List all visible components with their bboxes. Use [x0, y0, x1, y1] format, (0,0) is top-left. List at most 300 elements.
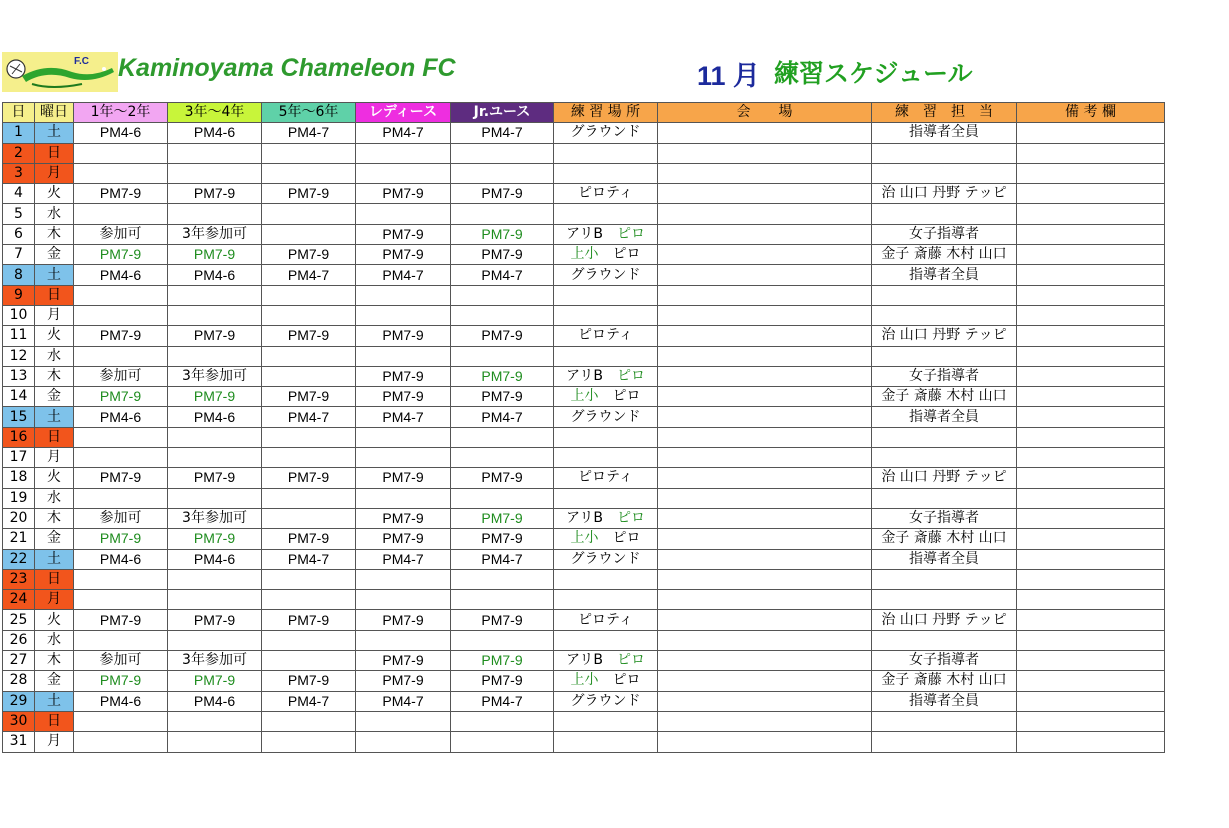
- note-cell: [1017, 305, 1165, 325]
- month-label: 11 月: [697, 61, 761, 91]
- jr-youth-cell: [451, 427, 554, 447]
- grade-1-2-cell: PM7-9: [74, 387, 168, 407]
- venue-cell: [658, 630, 872, 650]
- grade-5-6-cell: PM7-9: [262, 468, 356, 488]
- grade-5-6-cell: [262, 651, 356, 671]
- grade-1-2-cell: PM4-6: [74, 265, 168, 285]
- ladies-cell: PM4-7: [356, 407, 451, 427]
- place-part: 上小: [570, 672, 599, 689]
- place-cell: [554, 427, 658, 447]
- weekday-cell: 木: [35, 366, 74, 386]
- grade-1-2-cell: [74, 711, 168, 731]
- note-cell: [1017, 204, 1165, 224]
- jr-youth-cell: PM7-9: [451, 224, 554, 244]
- weekday-cell: 日: [35, 569, 74, 589]
- staff-cell: 金子 斎藤 木村 山口: [872, 671, 1017, 691]
- place-cell: [554, 204, 658, 224]
- venue-cell: [658, 326, 872, 346]
- jr-youth-cell: PM4-7: [451, 123, 554, 143]
- grade-5-6-cell: [262, 569, 356, 589]
- ladies-cell: [356, 285, 451, 305]
- place-part: ピロ: [617, 368, 646, 384]
- day-cell: 19: [3, 488, 35, 508]
- staff-cell: 指導者全員: [872, 691, 1017, 711]
- place-part: 上小: [570, 530, 599, 547]
- table-row: [3, 691, 1165, 711]
- weekday-cell: 月: [35, 163, 74, 183]
- day-cell: 11: [3, 326, 35, 346]
- staff-cell: 金子 斎藤 木村 山口: [872, 529, 1017, 549]
- grade-1-2-cell: PM7-9: [74, 610, 168, 630]
- grade-5-6-cell: PM4-7: [262, 549, 356, 569]
- grade-3-4-cell: PM4-6: [168, 691, 262, 711]
- place-cell: グラウンド: [554, 407, 658, 427]
- note-cell: [1017, 711, 1165, 731]
- weekday-cell: 水: [35, 346, 74, 366]
- jr-youth-cell: [451, 163, 554, 183]
- table-row: [3, 305, 1165, 325]
- grade-3-4-cell: [168, 427, 262, 447]
- staff-cell: 治 山口 丹野 テッピ: [872, 326, 1017, 346]
- place-cell: [554, 224, 658, 244]
- venue-cell: [658, 123, 872, 143]
- place-cell: ピロティ: [554, 468, 658, 488]
- ladies-cell: PM7-9: [356, 529, 451, 549]
- jr-youth-cell: [451, 346, 554, 366]
- grade-3-4-cell: [168, 163, 262, 183]
- venue-cell: [658, 143, 872, 163]
- schedule-title: 練習スケジュール: [774, 59, 973, 88]
- ladies-cell: [356, 163, 451, 183]
- place-cell: ピロティ: [554, 610, 658, 630]
- grade-1-2-cell: [74, 732, 168, 752]
- jr-youth-cell: [451, 448, 554, 468]
- col-header-grade-3-4: 3年～4年: [168, 103, 262, 123]
- note-cell: [1017, 326, 1165, 346]
- day-cell: 24: [3, 590, 35, 610]
- grade-5-6-cell: [262, 427, 356, 447]
- col-header-jr-youth: Jr.ユース: [451, 103, 554, 123]
- ladies-cell: PM4-7: [356, 265, 451, 285]
- note-cell: [1017, 468, 1165, 488]
- grade-3-4-cell: PM7-9: [168, 529, 262, 549]
- col-header-ladies: レディース: [356, 103, 451, 123]
- note-cell: [1017, 508, 1165, 528]
- grade-3-4-cell: 3年参加可: [168, 224, 262, 244]
- ladies-cell: PM7-9: [356, 468, 451, 488]
- note-cell: [1017, 651, 1165, 671]
- grade-5-6-cell: [262, 448, 356, 468]
- table-row: [3, 427, 1165, 447]
- ladies-cell: [356, 427, 451, 447]
- grade-5-6-cell: PM7-9: [262, 326, 356, 346]
- jr-youth-cell: PM7-9: [451, 651, 554, 671]
- weekday-cell: 木: [35, 651, 74, 671]
- place-cell: グラウンド: [554, 123, 658, 143]
- weekday-cell: 日: [35, 711, 74, 731]
- weekday-cell: 金: [35, 387, 74, 407]
- place-cell: [554, 671, 658, 691]
- grade-1-2-cell: [74, 346, 168, 366]
- grade-5-6-cell: PM7-9: [262, 671, 356, 691]
- day-cell: 18: [3, 468, 35, 488]
- table-row: [3, 630, 1165, 650]
- ladies-cell: PM7-9: [356, 245, 451, 265]
- place-cell: [554, 732, 658, 752]
- day-cell: 28: [3, 671, 35, 691]
- venue-cell: [658, 346, 872, 366]
- grade-5-6-cell: PM4-7: [262, 265, 356, 285]
- weekday-cell: 土: [35, 549, 74, 569]
- venue-cell: [658, 204, 872, 224]
- club-logo: [2, 52, 118, 92]
- staff-cell: 指導者全員: [872, 549, 1017, 569]
- grade-3-4-cell: PM4-6: [168, 265, 262, 285]
- ladies-cell: [356, 732, 451, 752]
- ladies-cell: [356, 711, 451, 731]
- staff-cell: 金子 斎藤 木村 山口: [872, 245, 1017, 265]
- table-row: [3, 285, 1165, 305]
- ladies-cell: [356, 305, 451, 325]
- venue-cell: [658, 224, 872, 244]
- note-cell: [1017, 184, 1165, 204]
- staff-cell: 女子指導者: [872, 224, 1017, 244]
- table-row: [3, 123, 1165, 143]
- venue-cell: [658, 407, 872, 427]
- weekday-cell: 月: [35, 590, 74, 610]
- grade-3-4-cell: 3年参加可: [168, 508, 262, 528]
- grade-5-6-cell: [262, 732, 356, 752]
- col-header-grade-5-6: 5年～6年: [262, 103, 356, 123]
- staff-cell: [872, 305, 1017, 325]
- grade-3-4-cell: [168, 711, 262, 731]
- note-cell: [1017, 610, 1165, 630]
- jr-youth-cell: PM4-7: [451, 691, 554, 711]
- grade-3-4-cell: [168, 630, 262, 650]
- grade-1-2-cell: [74, 143, 168, 163]
- grade-1-2-cell: [74, 204, 168, 224]
- place-part: アリB: [565, 225, 604, 242]
- grade-3-4-cell: [168, 569, 262, 589]
- jr-youth-cell: [451, 305, 554, 325]
- grade-1-2-cell: [74, 630, 168, 650]
- grade-5-6-cell: [262, 590, 356, 610]
- day-cell: 5: [3, 204, 35, 224]
- ladies-cell: [356, 569, 451, 589]
- grade-3-4-cell: 3年参加可: [168, 366, 262, 386]
- jr-youth-cell: [451, 569, 554, 589]
- note-cell: [1017, 366, 1165, 386]
- note-cell: [1017, 549, 1165, 569]
- grade-3-4-cell: PM7-9: [168, 468, 262, 488]
- grade-3-4-cell: [168, 488, 262, 508]
- table-row: [3, 549, 1165, 569]
- note-cell: [1017, 427, 1165, 447]
- grade-5-6-cell: PM4-7: [262, 407, 356, 427]
- jr-youth-cell: [451, 630, 554, 650]
- day-cell: 7: [3, 245, 35, 265]
- note-cell: [1017, 143, 1165, 163]
- table-row: [3, 204, 1165, 224]
- grade-1-2-cell: PM4-6: [74, 549, 168, 569]
- grade-3-4-cell: PM4-6: [168, 407, 262, 427]
- note-cell: [1017, 387, 1165, 407]
- grade-1-2-cell: PM7-9: [74, 326, 168, 346]
- jr-youth-cell: PM7-9: [451, 184, 554, 204]
- grade-3-4-cell: PM4-6: [168, 549, 262, 569]
- venue-cell: [658, 610, 872, 630]
- table-row: [3, 508, 1165, 528]
- grade-5-6-cell: [262, 305, 356, 325]
- weekday-cell: 土: [35, 123, 74, 143]
- place-cell: [554, 245, 658, 265]
- jr-youth-cell: PM4-7: [451, 549, 554, 569]
- note-cell: [1017, 346, 1165, 366]
- weekday-cell: 日: [35, 285, 74, 305]
- jr-youth-cell: [451, 143, 554, 163]
- table-row: [3, 468, 1165, 488]
- jr-youth-cell: PM7-9: [451, 529, 554, 549]
- grade-3-4-cell: PM7-9: [168, 671, 262, 691]
- grade-5-6-cell: [262, 163, 356, 183]
- grade-1-2-cell: PM7-9: [74, 468, 168, 488]
- table-row: [3, 732, 1165, 752]
- day-cell: 21: [3, 529, 35, 549]
- place-cell: [554, 569, 658, 589]
- ladies-cell: PM7-9: [356, 671, 451, 691]
- grade-1-2-cell: PM4-6: [74, 407, 168, 427]
- venue-cell: [658, 711, 872, 731]
- col-header-venue: 会 場: [658, 103, 872, 123]
- grade-1-2-cell: 参加可: [74, 224, 168, 244]
- ladies-cell: PM7-9: [356, 184, 451, 204]
- day-cell: 3: [3, 163, 35, 183]
- staff-cell: 指導者全員: [872, 265, 1017, 285]
- day-cell: 9: [3, 285, 35, 305]
- grade-3-4-cell: [168, 143, 262, 163]
- weekday-cell: 木: [35, 224, 74, 244]
- note-cell: [1017, 569, 1165, 589]
- grade-3-4-cell: 3年参加可: [168, 651, 262, 671]
- grade-3-4-cell: PM7-9: [168, 387, 262, 407]
- note-cell: [1017, 691, 1165, 711]
- club-name: Kaminoyama Chameleon FC: [118, 54, 456, 82]
- ladies-cell: PM7-9: [356, 224, 451, 244]
- place-part: ピロ: [612, 672, 641, 689]
- ladies-cell: [356, 448, 451, 468]
- weekday-cell: 水: [35, 630, 74, 650]
- grade-1-2-cell: PM4-6: [74, 123, 168, 143]
- grade-1-2-cell: PM7-9: [74, 529, 168, 549]
- table-row: [3, 711, 1165, 731]
- day-cell: 22: [3, 549, 35, 569]
- grade-5-6-cell: PM7-9: [262, 610, 356, 630]
- day-cell: 20: [3, 508, 35, 528]
- grade-3-4-cell: PM7-9: [168, 184, 262, 204]
- place-cell: [554, 488, 658, 508]
- table-row: [3, 407, 1165, 427]
- grade-5-6-cell: PM4-7: [262, 691, 356, 711]
- venue-cell: [658, 448, 872, 468]
- day-cell: 30: [3, 711, 35, 731]
- venue-cell: [658, 468, 872, 488]
- note-cell: [1017, 630, 1165, 650]
- jr-youth-cell: PM7-9: [451, 468, 554, 488]
- staff-cell: [872, 143, 1017, 163]
- place-cell: [554, 366, 658, 386]
- ladies-cell: PM7-9: [356, 508, 451, 528]
- staff-cell: [872, 630, 1017, 650]
- venue-cell: [658, 427, 872, 447]
- place-cell: [554, 711, 658, 731]
- venue-cell: [658, 366, 872, 386]
- ladies-cell: PM4-7: [356, 691, 451, 711]
- day-cell: 27: [3, 651, 35, 671]
- ladies-cell: PM7-9: [356, 610, 451, 630]
- weekday-cell: 月: [35, 305, 74, 325]
- table-row: [3, 265, 1165, 285]
- table-row: [3, 346, 1165, 366]
- venue-cell: [658, 549, 872, 569]
- venue-cell: [658, 671, 872, 691]
- grade-3-4-cell: [168, 590, 262, 610]
- grade-1-2-cell: 参加可: [74, 366, 168, 386]
- staff-cell: 金子 斎藤 木村 山口: [872, 387, 1017, 407]
- ladies-cell: [356, 346, 451, 366]
- day-cell: 2: [3, 143, 35, 163]
- jr-youth-cell: PM4-7: [451, 265, 554, 285]
- weekday-cell: 火: [35, 468, 74, 488]
- day-cell: 6: [3, 224, 35, 244]
- place-part: 上小: [570, 388, 599, 405]
- schedule-table: [2, 102, 1165, 753]
- ladies-cell: PM7-9: [356, 366, 451, 386]
- place-cell: [554, 285, 658, 305]
- venue-cell: [658, 569, 872, 589]
- table-row: [3, 143, 1165, 163]
- staff-cell: 治 山口 丹野 テッピ: [872, 610, 1017, 630]
- weekday-cell: 土: [35, 407, 74, 427]
- table-row: [3, 163, 1165, 183]
- note-cell: [1017, 732, 1165, 752]
- place-cell: [554, 630, 658, 650]
- note-cell: [1017, 265, 1165, 285]
- grade-1-2-cell: PM7-9: [74, 245, 168, 265]
- note-cell: [1017, 671, 1165, 691]
- grade-1-2-cell: [74, 305, 168, 325]
- jr-youth-cell: PM4-7: [451, 407, 554, 427]
- jr-youth-cell: [451, 590, 554, 610]
- table-row: [3, 610, 1165, 630]
- ladies-cell: [356, 488, 451, 508]
- day-cell: 12: [3, 346, 35, 366]
- weekday-cell: 金: [35, 671, 74, 691]
- grade-3-4-cell: [168, 346, 262, 366]
- place-cell: [554, 387, 658, 407]
- grade-1-2-cell: PM7-9: [74, 671, 168, 691]
- jr-youth-cell: [451, 711, 554, 731]
- table-row: [3, 488, 1165, 508]
- grade-3-4-cell: PM7-9: [168, 610, 262, 630]
- venue-cell: [658, 387, 872, 407]
- staff-cell: 治 山口 丹野 テッピ: [872, 184, 1017, 204]
- weekday-cell: 木: [35, 508, 74, 528]
- place-cell: [554, 346, 658, 366]
- venue-cell: [658, 590, 872, 610]
- table-row: [3, 529, 1165, 549]
- place-cell: ピロティ: [554, 184, 658, 204]
- ladies-cell: PM4-7: [356, 549, 451, 569]
- venue-cell: [658, 529, 872, 549]
- staff-cell: 治 山口 丹野 テッピ: [872, 468, 1017, 488]
- ladies-cell: PM7-9: [356, 387, 451, 407]
- table-row: [3, 569, 1165, 589]
- table-row: [3, 326, 1165, 346]
- place-part: 上小: [570, 246, 599, 263]
- staff-cell: [872, 163, 1017, 183]
- grade-3-4-cell: [168, 204, 262, 224]
- grade-1-2-cell: [74, 163, 168, 183]
- logo-text: F.C: [74, 56, 89, 67]
- col-header-practice-place: 練 習 場 所: [554, 103, 658, 123]
- staff-cell: [872, 448, 1017, 468]
- note-cell: [1017, 488, 1165, 508]
- jr-youth-cell: PM7-9: [451, 671, 554, 691]
- venue-cell: [658, 691, 872, 711]
- place-cell: グラウンド: [554, 265, 658, 285]
- staff-cell: [872, 285, 1017, 305]
- grade-5-6-cell: [262, 630, 356, 650]
- grade-1-2-cell: [74, 569, 168, 589]
- grade-5-6-cell: [262, 488, 356, 508]
- col-header-staff: 練 習 担 当: [872, 103, 1017, 123]
- grade-1-2-cell: 参加可: [74, 508, 168, 528]
- place-cell: [554, 590, 658, 610]
- ladies-cell: [356, 143, 451, 163]
- note-cell: [1017, 529, 1165, 549]
- staff-cell: 女子指導者: [872, 366, 1017, 386]
- ladies-cell: PM7-9: [356, 326, 451, 346]
- venue-cell: [658, 285, 872, 305]
- ladies-cell: [356, 590, 451, 610]
- staff-cell: 指導者全員: [872, 123, 1017, 143]
- jr-youth-cell: [451, 204, 554, 224]
- place-part: ピロ: [617, 652, 646, 669]
- day-cell: 17: [3, 448, 35, 468]
- table-row: [3, 184, 1165, 204]
- grade-5-6-cell: PM4-7: [262, 123, 356, 143]
- weekday-cell: 月: [35, 732, 74, 752]
- col-header-day: 日: [3, 103, 35, 123]
- weekday-cell: 火: [35, 184, 74, 204]
- venue-cell: [658, 508, 872, 528]
- grade-5-6-cell: [262, 224, 356, 244]
- grade-5-6-cell: [262, 143, 356, 163]
- day-cell: 26: [3, 630, 35, 650]
- day-cell: 29: [3, 691, 35, 711]
- place-part: ピロ: [617, 225, 646, 242]
- jr-youth-cell: PM7-9: [451, 326, 554, 346]
- grade-3-4-cell: PM7-9: [168, 326, 262, 346]
- venue-cell: [658, 488, 872, 508]
- day-cell: 16: [3, 427, 35, 447]
- grade-3-4-cell: PM4-6: [168, 123, 262, 143]
- staff-cell: [872, 569, 1017, 589]
- venue-cell: [658, 732, 872, 752]
- grade-5-6-cell: [262, 366, 356, 386]
- place-part: ピロ: [612, 246, 641, 263]
- weekday-cell: 金: [35, 529, 74, 549]
